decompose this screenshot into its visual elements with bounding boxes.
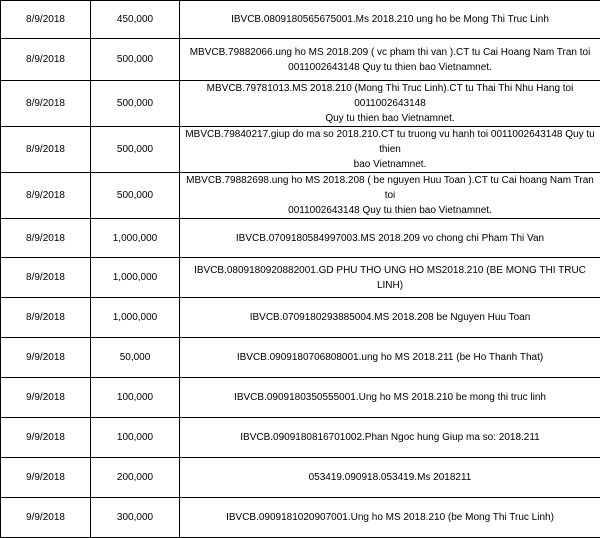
amount-cell: 1,000,000 <box>91 298 180 338</box>
date-cell: 8/9/2018 <box>1 298 91 338</box>
amount-cell: 300,000 <box>91 498 180 538</box>
table-row <box>1 219 600 258</box>
description-cell: IBVCB.0909180706808001.ung ho MS 2018.211 (be Ho Thanh That) <box>180 338 600 378</box>
description-cell: IBVCB.0709180584997003.MS 2018.209 vo chong chi Pham Thi Van <box>180 219 600 258</box>
amount-cell: 1,000,000 <box>91 258 180 298</box>
description-cell: IBVCB.0709180293885004.MS 2018.208 be Nguyen Huu Toan <box>180 298 600 338</box>
table-row <box>1 1 600 39</box>
amount-cell: 500,000 <box>91 81 180 127</box>
amount-cell: 500,000 <box>91 173 180 219</box>
amount-cell: 500,000 <box>91 39 180 81</box>
description-cell: IBVCB.0909180350555001.Ung ho MS 2018.210 be mong thi truc linh <box>180 378 600 418</box>
amount-cell: 500,000 <box>91 127 180 173</box>
date-cell: 8/9/2018 <box>1 1 91 39</box>
amount-cell: 450,000 <box>91 1 180 39</box>
date-cell: 9/9/2018 <box>1 498 91 538</box>
description-cell: MBVCB.79882698.ung ho MS 2018.208 ( be nguyen Huu Toan ).CT tu Cai hoang Nam Tran toi 0011002643148 Quy tu thien bao Vietnamnet. <box>180 173 600 219</box>
date-cell: 8/9/2018 <box>1 258 91 298</box>
table-row <box>1 258 600 298</box>
table-row <box>1 498 600 538</box>
date-cell: 8/9/2018 <box>1 81 91 127</box>
table-row <box>1 418 600 458</box>
amount-cell: 50,000 <box>91 338 180 378</box>
table-row <box>1 338 600 378</box>
amount-cell: 1,000,000 <box>91 219 180 258</box>
description-cell: IBVCB.0809180920882001.GD PHU THO UNG HO MS2018.210 (BE MONG THI TRUC LINH) <box>180 258 600 298</box>
description-cell: IBVCB.0909180816701002.Phan Ngoc hung Giup ma so: 2018.211 <box>180 418 600 458</box>
amount-cell: 100,000 <box>91 378 180 418</box>
description-cell: IBVCB.0809180565675001.Ms 2018.210 ung ho be Mong Thi Truc Linh <box>180 1 600 39</box>
table-row <box>1 173 600 219</box>
date-cell: 8/9/2018 <box>1 39 91 81</box>
date-cell: 9/9/2018 <box>1 458 91 498</box>
date-cell: 9/9/2018 <box>1 378 91 418</box>
description-cell: MBVCB.79840217.giup do ma so 2018.210.CT tu truong vu hanh toi 0011002643148 Quy tu thien bao Vietnamnet. <box>180 127 600 173</box>
table-row <box>1 298 600 338</box>
table-row <box>1 458 600 498</box>
table-row <box>1 127 600 173</box>
amount-cell: 100,000 <box>91 418 180 458</box>
date-cell: 8/9/2018 <box>1 219 91 258</box>
date-cell: 8/9/2018 <box>1 127 91 173</box>
date-cell: 9/9/2018 <box>1 338 91 378</box>
table-row <box>1 378 600 418</box>
date-cell: 9/9/2018 <box>1 418 91 458</box>
description-cell: IBVCB.0909181020907001.Ung ho MS 2018.210 (be Mong Thi Truc Linh) <box>180 498 600 538</box>
date-cell: 8/9/2018 <box>1 173 91 219</box>
table-row <box>1 81 600 127</box>
description-cell: 053419.090918.053419.Ms 2018211 <box>180 458 600 498</box>
amount-cell: 200,000 <box>91 458 180 498</box>
table-row <box>1 39 600 81</box>
ledger-body <box>1 1 600 538</box>
description-cell: MBVCB.79781013.MS 2018.210 (Mong Thi Truc Linh).CT tu Thai Thi Nhu Hang toi 0011002643148 Quy tu thien bao Vietnamnet. <box>180 81 600 127</box>
description-cell: MBVCB.79882066.ung ho MS 2018.209 ( vc pham thi van ).CT tu Cai Hoang Nam Tran toi 0011002643148 Quy tu thien bao Vietnamnet. <box>180 39 600 81</box>
